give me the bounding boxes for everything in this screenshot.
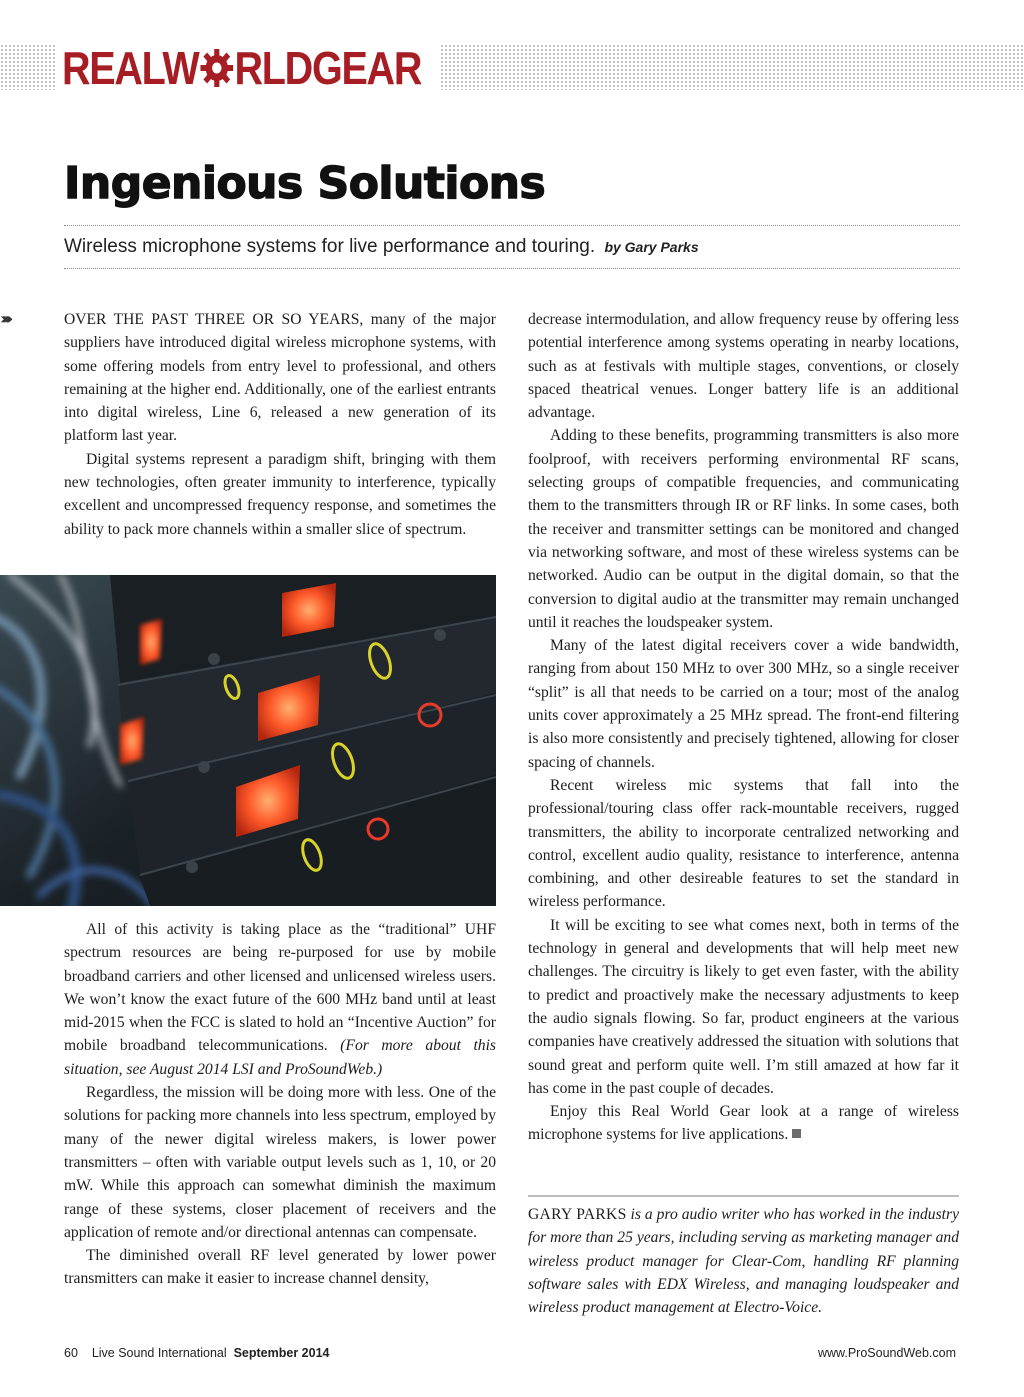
- author-bio: [528, 1195, 959, 1319]
- publication-name: Live Sound International: [91, 1346, 227, 1360]
- paragraph: The diminished overall RF level generated by lower power transmitters can make it easier to increase channel density,: [64, 1247, 496, 1288]
- column-left-bottom: [64, 918, 496, 1291]
- paragraph: Regardless, the mission will be doing more with less. One of the solutions for packing more channels into less spectrum, employed by many of the newer digital wireless makers, is lower power transmitters – often with variable output levels such as 1, 10, or 20 mW. While this approach can somewhat diminish the maximum range of these systems, closer placement of receivers and the application of remote and/or directional antennas can compensate.: [64, 1084, 496, 1241]
- paragraph-last: [528, 1100, 959, 1147]
- headline-divider: [64, 225, 960, 226]
- paragraph-text: Enjoy this Real World Gear look at a range of wireless microphone systems for live applications.: [528, 1103, 959, 1144]
- paragraph-italic-note: (For more about this situation, see August 2014 LSI and ProSoundWeb.): [64, 1037, 496, 1078]
- paragraph: decrease intermodulation, and allow frequency reuse by offering less potential interference among systems operating in nearby locations, such as at festivals with multiple stages, conventions, or closely spaced theatrical venues. Longer battery life is an additional advantage.: [528, 311, 959, 422]
- paragraph: Digital systems represent a paradigm shift, bringing with them new technologies, often greater immunity to interference, typically excellent and uncompressed frequency response, and sometimes the ability to pack more channels within a smaller slice of spectrum.: [64, 450, 496, 538]
- gear-icon: [199, 48, 233, 88]
- page-number: 60: [64, 1346, 78, 1360]
- column-right: [528, 308, 959, 1147]
- masthead-text-2: RLDGEAR: [234, 42, 422, 94]
- paragraph: It will be exciting to see what comes next, both in terms of the technology in general and developments that will help meet new challenges. The circuitry is likely to get even faster, with the ability to predict and proactively make the necessary adjustments to keep the audio signals flowing. So far, product engineers at the various companies have creatively addressed the situation with solutions that sound great and perform quite well. I’m still amazed at how far it has come in the past couple of decades.: [528, 916, 959, 1097]
- column-left-top: [64, 308, 496, 541]
- article-deck: [64, 236, 699, 258]
- footer-left: [64, 1346, 329, 1360]
- masthead-dots-right: [440, 44, 1024, 90]
- masthead-text-1: REALW: [62, 42, 199, 94]
- paragraph: [64, 918, 496, 1081]
- masthead-logo: [62, 42, 421, 94]
- end-mark-icon: [792, 1129, 801, 1138]
- byline: by Gary Parks: [604, 239, 699, 255]
- issue-date: September 2014: [233, 1346, 330, 1360]
- deck-text: Wireless microphone systems for live performance and touring.: [64, 236, 596, 257]
- wireless-receiver-rack-photo: [0, 575, 496, 906]
- author-name: GARY PARKS: [528, 1206, 627, 1223]
- deck-divider: [64, 268, 960, 269]
- article-headline: Ingenious Solutions: [64, 158, 546, 209]
- paragraph: Many of the latest digital receivers cover a wide bandwidth, ranging from about 150 MHz to over 300 MHz, so a single receiver “split” is all that needs to be carried on a tour; most of the analog units cover approximately a 25 MHz spread. The front-end filtering is also more consistently and precisely tightened, allowing for closer spacing of channels.: [528, 637, 959, 771]
- footer-url[interactable]: www.ProSoundWeb.com: [817, 1346, 956, 1360]
- paragraph-text: All of this activity is taking place as the “traditional” UHF spectrum resources are being re-purposed for use by mobile broadband carriers and other licensed and unlicensed wireless users. We won’t know the exact future of the 600 MHz band until at least mid-2015 when the FCC is slated to hold an “Incentive Auction” for mobile broadband telecommunications.: [64, 921, 496, 1055]
- paragraph: Adding to these benefits, programming transmitters is also more foolproof, with receivers performing environmental RF scans, selecting groups of compatible frequencies, and communicating them to the transmitters through IR or RF links. In some cases, both the receiver and transmitter settings can be monitored and changed via networking software, and most of these wireless systems can be networked. Audio can be output in the digital domain, so that the conversion to digital audio at the transmitter may remain unchanged until it reaches the loudspeaker system.: [528, 427, 959, 631]
- masthead-dots-left: [0, 44, 56, 90]
- paragraph: Recent wireless mic systems that fall into the professional/touring class offer rack-mountable receivers, rugged transmitters, the ability to incorporate centralized networking and control, excellent audio quality, resistance to interference, antenna combining, and other desireable features to set the standard in wireless performance.: [528, 776, 959, 911]
- lead-chevrons-icon: ››››››: [0, 309, 9, 328]
- author-bio-text: is a pro audio writer who has worked in the industry for more than 25 years, including serving as marketing manager and wireless product manager for Clear-Com, handling RF planning software sales with EDX Wireless, and managing loudspeaker and wireless product management at Electro-Voice.: [528, 1206, 959, 1317]
- paragraph: OVER THE PAST THREE OR SO YEARS, many of the major suppliers have introduced digital wireless microphone systems, with some offering models from entry level to professional, and others remaining at the higher end. Additionally, one of the earliest entrants into digital wireless, Line 6, released a new generation of its platform last year.: [64, 311, 496, 445]
